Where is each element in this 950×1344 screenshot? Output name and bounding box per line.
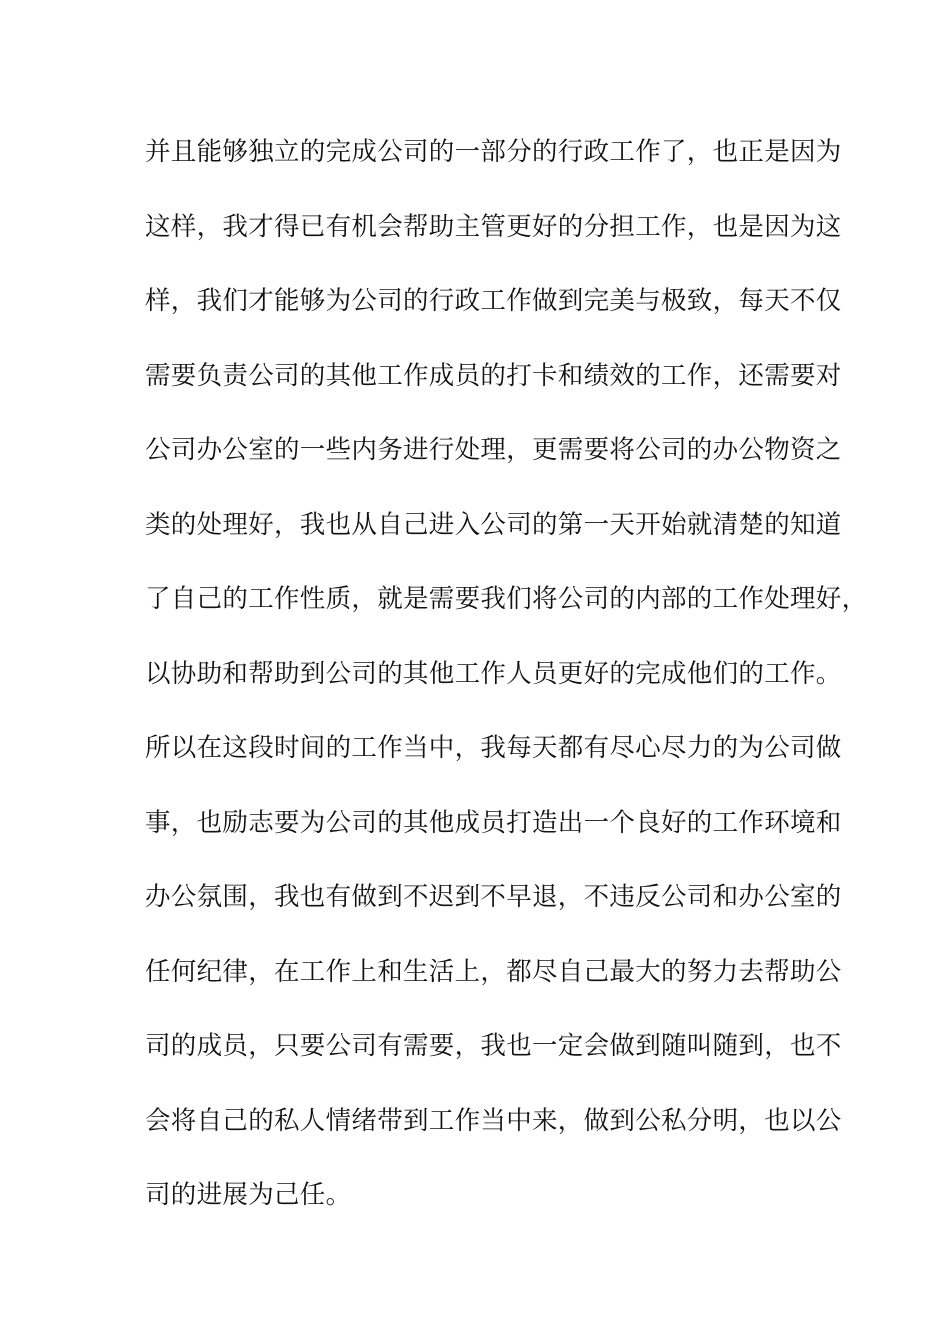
- text-line: 公司办公室的一些内务进行处理，更需要将公司的办公物资之: [145, 435, 842, 465]
- text-line: 样，我们才能够为公司的行政工作做到完美与极致，每天不仅: [145, 286, 842, 316]
- text-line: 以协助和帮助到公司的其他工作人员更好的完成他们的工作。: [145, 658, 842, 689]
- text-line: 并且能够独立的完成公司的一部分的行政工作了，也正是因为: [145, 137, 842, 167]
- text-line: 司的进展为己任。: [145, 1180, 352, 1210]
- text-line: 会将自己的私人情绪带到工作当中来，做到公私分明，也以公: [145, 1105, 842, 1136]
- text-line: 任何纪律，在工作上和生活上，都尽自己最大的努力去帮助公: [145, 956, 842, 987]
- text-line: 这样，我才得已有机会帮助主管更好的分担工作，也是因为这: [145, 211, 842, 242]
- text-line: 所以在这段时间的工作当中，我每天都有尽心尽力的为公司做: [145, 733, 842, 763]
- text-line: 事，也励志要为公司的其他成员打造出一个良好的工作环境和: [145, 807, 842, 838]
- body-text: [145, 132, 868, 1250]
- text-line: 需要负责公司的其他工作成员的打卡和绩效的工作，还需要对: [145, 360, 842, 391]
- text-line: 办公氛围，我也有做到不迟到不早退，不违反公司和办公室的: [145, 882, 842, 912]
- text-line: 了自己的工作性质，就是需要我们将公司的内部的工作处理好，: [145, 584, 868, 614]
- text-line: 类的处理好，我也从自己进入公司的第一天开始就清楚的知道: [145, 509, 842, 540]
- text-line: 司的成员，只要公司有需要，我也一定会做到随叫随到，也不: [145, 1031, 842, 1061]
